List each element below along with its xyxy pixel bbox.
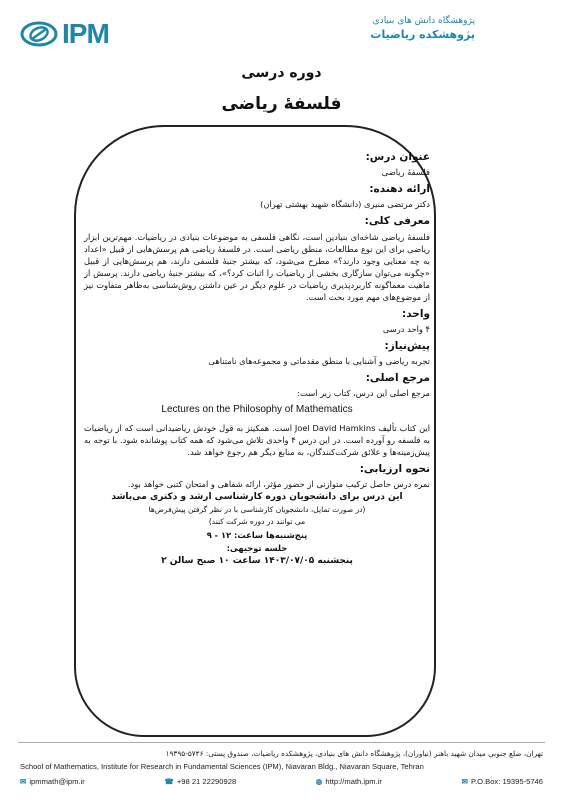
course-title-heading: عنوان درس: bbox=[365, 151, 430, 163]
overview-heading: معرفی کلی: bbox=[364, 215, 430, 228]
phone-text: +98 21 22290928 bbox=[176, 777, 237, 786]
audience-note-2: می توانند در دوره شرکت کنند) bbox=[208, 517, 306, 527]
footer-address-en: School of Mathematics, Institute for Research in Fundamental Sciences (IPM), Niavaran Bldg., Niavaran Square, Tehran bbox=[20, 762, 424, 771]
course-name-title: فلسفهٔ ریاضی bbox=[221, 94, 342, 114]
evaluation-heading: نحوه ارزیابی: bbox=[359, 463, 430, 476]
footer-address-fa: تهران، ضلع جنوبی میدان شهید باهنر (نیاوران)، پژوهشگاه دانش های بنیادی، پژوهشکده ریاضیات، صندوق پستی: ۵۷۴۶-۱۹۳۹۵ bbox=[165, 749, 543, 758]
email-text: ipmmath@ipm.ir bbox=[29, 777, 85, 786]
course-type-title: دوره درسی bbox=[241, 65, 322, 81]
mailbox-icon: ✉ bbox=[461, 777, 468, 786]
schedule: پنج‌شنبه‌ها ساعت: ۱۲ - ۹ bbox=[206, 530, 308, 541]
email-icon: ✉ bbox=[20, 777, 27, 786]
reference-heading: مرجع اصلی: bbox=[365, 372, 430, 385]
institute-line1: پژوهشگاه دانش های بنیادی bbox=[372, 16, 475, 26]
course-details bbox=[84, 146, 430, 569]
footer-phone[interactable] bbox=[164, 777, 236, 786]
footer-divider bbox=[18, 742, 545, 743]
presenter-value: دکتر مرتضی منیری (دانشگاه شهید بهشتی تهران) bbox=[260, 199, 430, 210]
units-heading: واحد: bbox=[402, 307, 430, 320]
pobox-text: P.O.Box: 19395-5746 bbox=[470, 777, 543, 786]
footer-email[interactable] bbox=[20, 777, 85, 786]
ipm-logo bbox=[20, 18, 109, 50]
reference-intro: مرجع اصلی این درس، کتاب زیر است: bbox=[297, 388, 430, 399]
overview-text: فلسفهٔ ریاضی شاخه‌ای بنیادین است، نگاهی فلسفی به موضوعات بنیادی در ریاضیات. مهم‌ترین ابزار ریاضی برای این نوع مطالعات، منطق ریاضی است. در فلسفهٔ ریاضی هم پرسش‌هایی از قبیل «اعداد به چه معنایی وجود دارند؟» مطرح می‌شود، که بیشتر جنبهٔ فلسفی دارند، هم پرسش‌هایی از قبیل «چگونه می‌توان سازگاری بخشی از ریاضیات را اثبات کرد؟»، که بیشتر جنبهٔ ریاضی دارند. پرسش از ماهیت معماگونه کاربردپذیری ریاضیات در علوم دیگر در عین داشتن روش‌شناسی به‌ظاهر متفاوت نیز از موضوع‌های مهم مورد بحث است. bbox=[84, 231, 430, 302]
institute-name bbox=[370, 16, 475, 41]
book-title: Lectures on the Philosophy of Mathematics bbox=[161, 404, 353, 416]
orientation-value: پنجشنبه ۱۴۰۳/۰۷/۰۵ ساعت ۱۰ صبح سالن ۲ bbox=[161, 556, 353, 567]
prereq-heading: پیش‌نیاز: bbox=[384, 340, 430, 353]
evaluation-text: نمره درس حاصل ترکیب متوازنی از حضور مؤثر، ارائه شفاهی و امتحان کتبی خواهد بود. bbox=[127, 479, 430, 490]
header bbox=[0, 10, 563, 55]
course-title-value: فلسفهٔ ریاضی bbox=[381, 167, 430, 178]
website-text: http://math.ipm.ir bbox=[325, 777, 382, 786]
presenter-heading: ارائه دهنده: bbox=[369, 183, 430, 196]
phone-icon: ☎ bbox=[164, 777, 174, 786]
reference-text: این کتاب تألیف Joel David Hamkins است. همکینز به قول خودش ریاضیدانی است که از ریاضیات به فلسفه رو آورده است. در این درس ۴ واحدی تلاش می‌شود که همه کتاب پوشانده شود. با توجه به پیش‌زمینه‌ها و علائق شرکت‌کنندگان، به منابع دیگر هم رجوع خواهد شد. bbox=[84, 422, 430, 458]
footer-website[interactable] bbox=[316, 777, 382, 786]
institute-line2: پژوهشکده ریاضیات bbox=[370, 28, 475, 41]
units-value: ۴ واحد درسی bbox=[382, 324, 430, 334]
prereq-value: تجربه ریاضی و آشنایی با منطق مقدماتی و مجموعه‌های نامتناهی bbox=[208, 356, 430, 367]
footer-contacts bbox=[20, 777, 543, 786]
audience-line: این درس برای دانشجویان دوره کارشناسی ارشد و دکتری می‌باشد bbox=[111, 492, 403, 503]
audience-note-1: (در صورت تمایل، دانشجویان کارشناسی با در نظر گرفتن پیش‌فرض‌ها bbox=[148, 505, 366, 515]
orientation-heading: جلسه توجیهی: bbox=[226, 543, 288, 554]
footer-pobox bbox=[462, 777, 543, 786]
globe-icon: ◍ bbox=[315, 777, 323, 786]
logo-text: IPM bbox=[62, 18, 109, 49]
ipm-emblem-icon bbox=[20, 21, 58, 47]
